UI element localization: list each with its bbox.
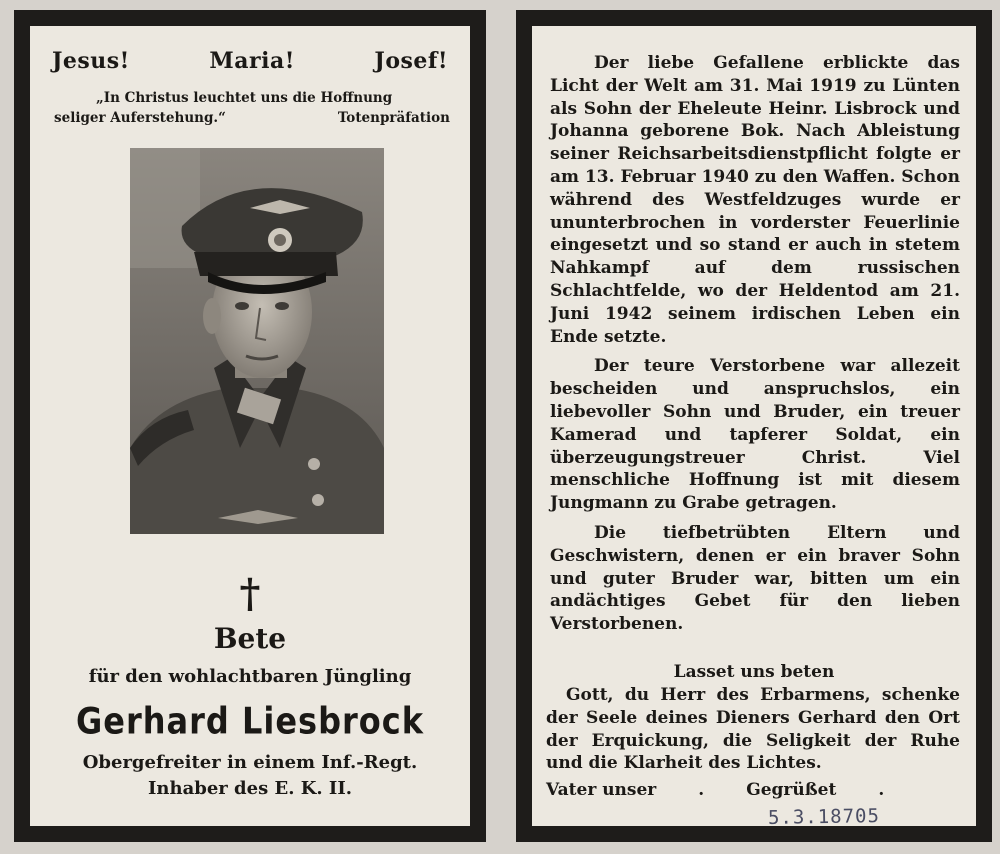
bete-heading: Bete <box>213 622 287 655</box>
biography-text <box>550 52 960 636</box>
gegruesst-label: Gegrüßet <box>746 780 837 800</box>
vater-unser-label: Vater unser <box>546 780 657 800</box>
card-left-paper <box>30 26 470 826</box>
cross-symbol: † <box>239 570 261 617</box>
quote-line-1: „In Christus leuchtet uns die Hoffnung <box>96 90 393 106</box>
dedication-line: für den wohlachtbaren Jüngling <box>88 666 412 687</box>
award-line: Inhaber des E. K. II. <box>147 778 353 799</box>
memorial-card-right <box>516 10 992 842</box>
card-right-paper <box>532 26 976 829</box>
separator-dot-2: . <box>878 780 885 800</box>
deceased-name: Gerhard Liesbrock <box>76 699 424 743</box>
prayer-block <box>546 684 960 775</box>
quote-block <box>54 88 450 128</box>
quote-line-2: seliger Auferstehung.“ <box>54 110 226 126</box>
quote-source: Totenpräfation <box>337 110 450 126</box>
portrait-illustration <box>130 148 384 534</box>
soldier-portrait-photo <box>130 148 384 534</box>
closing-prayers-line <box>546 780 956 800</box>
memorial-card-left <box>14 10 486 842</box>
prayer-text: Gott, du Herr des Erbarmens, schenke der Seele deines Dieners Gerhard den Ort der Erquickung, die Seligkeit der Ruhe und die Klarheit des Lichtes. <box>546 685 960 774</box>
prayer-heading: Lasset uns beten <box>673 662 835 682</box>
invocation-maria: Maria! <box>209 48 295 74</box>
handwritten-pencil-note: 5.3.18705 <box>767 805 881 829</box>
military-rank: Obergefreiter in einem Inf.-Regt. <box>82 752 418 773</box>
biography-paragraph-1: Der liebe Gefallene erblickte das Licht der Welt am 31. Mai 1919 zu Lünten als Sohn der Eheleute Heinr. Lisbrock und Johanna geborene Bok. Nach Ableistung seiner Reichsarbeitsdienstpflicht folgte er am 13. Februar 1940 zu den Waffen. Schon während des Westfeldzuges wurde er ununterbrochen in vorderster Feuerlinie eingesetzt und so stand er auch in stetem Nahkampf auf dem russischen Schlachtfelde, wo der Heldentod am 21. Juni 1942 seinem irdischen Leben ein Ende setzte. <box>550 53 960 347</box>
invocation-row <box>52 48 448 74</box>
invocation-jesus: Jesus! <box>52 48 130 74</box>
invocation-josef: Josef! <box>374 48 448 74</box>
separator-dot-1: . <box>698 780 705 800</box>
biography-paragraph-3: Die tiefbetrübten Eltern und Geschwistern, denen er ein braver Sohn und guter Bruder war, bitten um ein andächtiges Gebet für den lieben Verstorbenen. <box>550 522 960 635</box>
biography-paragraph-2: Der teure Verstorbene war allezeit bescheiden und anspruchslos, ein liebevoller Sohn und Bruder, ein treuer Kamerad und tapferer Soldat, ein überzeugungstreuer Christ. Viel menschliche Hoffnung ist mit diesem Jungmann zu Grabe getragen. <box>550 356 960 514</box>
